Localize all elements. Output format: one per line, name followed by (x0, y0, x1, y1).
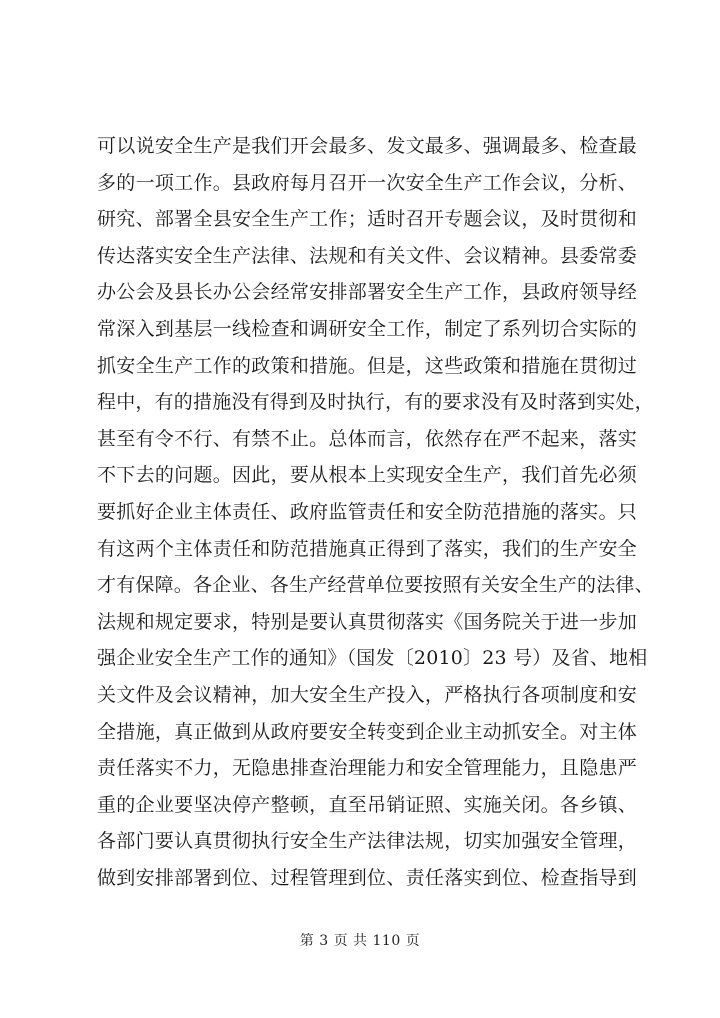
text-line-21: 做到安排部署到位、过程管理到位、责任落实到位、检查指导到 (97, 866, 637, 889)
text-line-12: 有这两个主体责任和防范措施真正得到了落实，我们的生产安全 (97, 537, 637, 560)
text-line-20: 各部门要认真贯彻执行安全生产法律法规，切实加强安全管理， (97, 830, 637, 853)
text-line-6: 常深入到基层一线检查和调研安全工作，制定了系列切合实际的 (97, 317, 637, 340)
text-line-13: 才有保障。各企业、各生产经营单位要按照有关安全生产的法律、 (97, 574, 654, 597)
text-line-4: 传达落实安全生产法律、法规和有关文件、会议精神。县委常委 (97, 244, 637, 267)
page-number-footer: 第 3 页 共 110 页 (299, 933, 421, 949)
text-line-3: 研究、部署全县安全生产工作；适时召开专题会议，及时贯彻和 (97, 208, 637, 231)
text-line-15: 强企业安全生产工作的通知》（国发〔2010〕23 号）及省、地相 (97, 647, 648, 670)
text-line-18: 责任落实不力，无隐患排查治理能力和安全管理能力，且隐患严 (97, 757, 637, 780)
text-line-5: 办公会及县长办公会经常安排部署安全生产工作，县政府领导经 (97, 281, 637, 304)
text-line-10: 不下去的问题。因此，要从根本上实现安全生产，我们首先必须 (97, 464, 637, 487)
text-line-1: 可以说安全生产是我们开会最多、发文最多、强调最多、检查最 (97, 135, 637, 157)
body-text (97, 128, 654, 896)
text-line-8: 程中，有的措施没有得到及时执行，有的要求没有及时落到实处， (97, 391, 654, 414)
text-line-16: 关文件及会议精神，加大安全生产投入，严格执行各项制度和安 (97, 683, 637, 706)
text-line-14: 法规和规定要求，特别是要认真贯彻落实《国务院关于进一步加 (97, 610, 637, 633)
text-line-2: 多的一项工作。县政府每月召开一次安全生产工作会议，分析、 (97, 171, 637, 194)
text-line-7: 抓安全生产工作的政策和措施。但是，这些政策和措施在贯彻过 (97, 354, 637, 377)
text-line-17: 全措施，真正做到从政府要安全转变到企业主动抓安全。对主体 (97, 720, 637, 743)
text-line-19: 重的企业要坚决停产整顿，直至吊销证照、实施关闭。各乡镇、 (97, 793, 637, 816)
text-line-9: 甚至有令不行、有禁不止。总体而言，依然存在严不起来，落实 (97, 427, 637, 450)
text-line-11: 要抓好企业主体责任、政府监管责任和安全防范措施的落实。只 (97, 500, 637, 523)
